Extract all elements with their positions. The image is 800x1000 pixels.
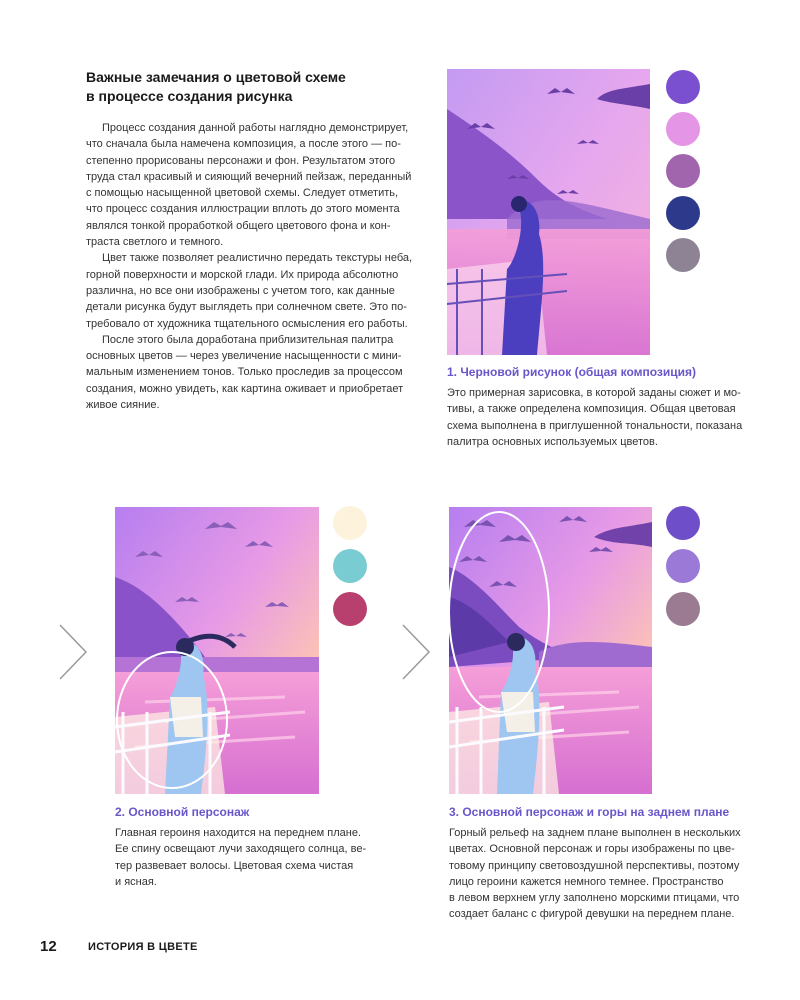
body-text: [86, 120, 413, 413]
palette-swatch: [333, 549, 367, 583]
chevron-right-icon: [58, 623, 88, 681]
palette-swatch: [666, 112, 700, 146]
step-3-title: 3. Основной персонаж и горы на заднем плане: [449, 805, 730, 819]
palette-swatch: [666, 196, 700, 230]
palette-swatch: [666, 592, 700, 626]
caption-line: схема выполнена в приглушенной тональности, показана: [447, 419, 743, 432]
illustration-main-character: [115, 507, 319, 794]
caption-line: Ее спину освещают лучи заходящего солнца, ве-: [115, 843, 367, 856]
step-1-description: [447, 385, 742, 450]
body-line: Цвет также позволяет реалистично передать текстуры неба,: [102, 252, 413, 265]
palette-swatch: [333, 592, 367, 626]
caption-line: лицо героини кажется немного темнее. Пространство: [449, 875, 724, 888]
caption-line: палитра основных используемых цветов.: [447, 435, 658, 448]
palette-swatch: [666, 238, 700, 272]
palette-swatch: [666, 154, 700, 188]
body-line: различна, но все они изображены с учетом того, как данные: [86, 284, 395, 297]
step-2-title: 2. Основной персонаж: [115, 805, 250, 819]
body-line: основных цветов — через увеличение насыщенности с мини-: [86, 350, 402, 363]
page-number: 12: [40, 938, 57, 955]
caption-line: Главная героиня находится на переднем плане.: [115, 827, 362, 839]
step-2-description: [115, 825, 366, 890]
caption-line: товому принципу световоздушной перспективы, поэтому: [449, 859, 740, 872]
body-line: детали рисунка будут выглядеть при солнечном свете. Это по-: [86, 301, 407, 314]
palette-swatch: [666, 70, 700, 104]
body-line: что процесс создания иллюстрации вплоть до этого момента: [86, 203, 400, 216]
step-3-description: [449, 825, 741, 923]
chevron-right-icon: [401, 623, 431, 681]
body-line: создания, можно увидеть, как картина оживает и приобретает: [86, 382, 404, 395]
heading-line-1: Важные замечания о цветовой схеме: [86, 69, 346, 85]
body-line: горной поверхности и морской глади. Их природа абсолютно: [86, 268, 399, 281]
body-line: После этого была доработана приблизительная палитра: [102, 333, 394, 346]
caption-line: создает баланс с фигурой девушки на переднем плане.: [449, 908, 735, 921]
body-line: степенно прорисованы персонажи и фон. Результатом этого: [86, 154, 396, 167]
palette-swatch: [666, 549, 700, 583]
body-line: требовало от художника тщательного осмысления его работы.: [86, 317, 408, 330]
caption-line: Это примерная зарисовка, в которой заданы сюжет и мо-: [447, 387, 741, 399]
running-header: ИСТОРИЯ В ЦВЕТЕ: [88, 941, 198, 953]
caption-line: тер развевает волосы. Цветовая схема чистая: [115, 859, 354, 872]
body-line: с помощью насыщенной цветовой схемы. Следует отметить,: [86, 187, 399, 200]
section-heading: [86, 68, 416, 106]
caption-line: цветах. Основной персонаж и горы изображены по цве-: [449, 843, 735, 856]
illustration-rough-sketch: [447, 69, 650, 355]
palette-swatch: [666, 506, 700, 540]
body-line: Процесс создания данной работы наглядно демонстрирует,: [102, 122, 409, 134]
caption-line: Горный рельеф на заднем плане выполнен в нескольких: [449, 827, 741, 839]
body-line: траста светлого и темного.: [86, 236, 224, 249]
body-line: являлся тонкой проработкой общего цветового фона и кон-: [86, 219, 391, 232]
illustration-character-and-mountains: [449, 507, 652, 794]
caption-line: в левом верхнем углу заполнено морскими птицами, что: [449, 892, 740, 905]
body-line: мальным изменением тонов. Только проследив за процессом: [86, 366, 403, 379]
caption-line: и ясная.: [115, 875, 157, 888]
heading-line-2: в процессе создания рисунка: [86, 88, 293, 104]
body-line: живое сияние.: [86, 399, 160, 412]
body-line: что сначала была намечена композиция, а после этого — по-: [86, 138, 401, 151]
step-1-title: 1. Черновой рисунок (общая композиция): [447, 365, 697, 379]
body-line: труда стал красивый и сияющий вечерний пейзаж, переданный: [86, 170, 412, 183]
palette-swatch: [333, 506, 367, 540]
caption-line: тивы, а также определена композиция. Общая цветовая: [447, 403, 736, 416]
